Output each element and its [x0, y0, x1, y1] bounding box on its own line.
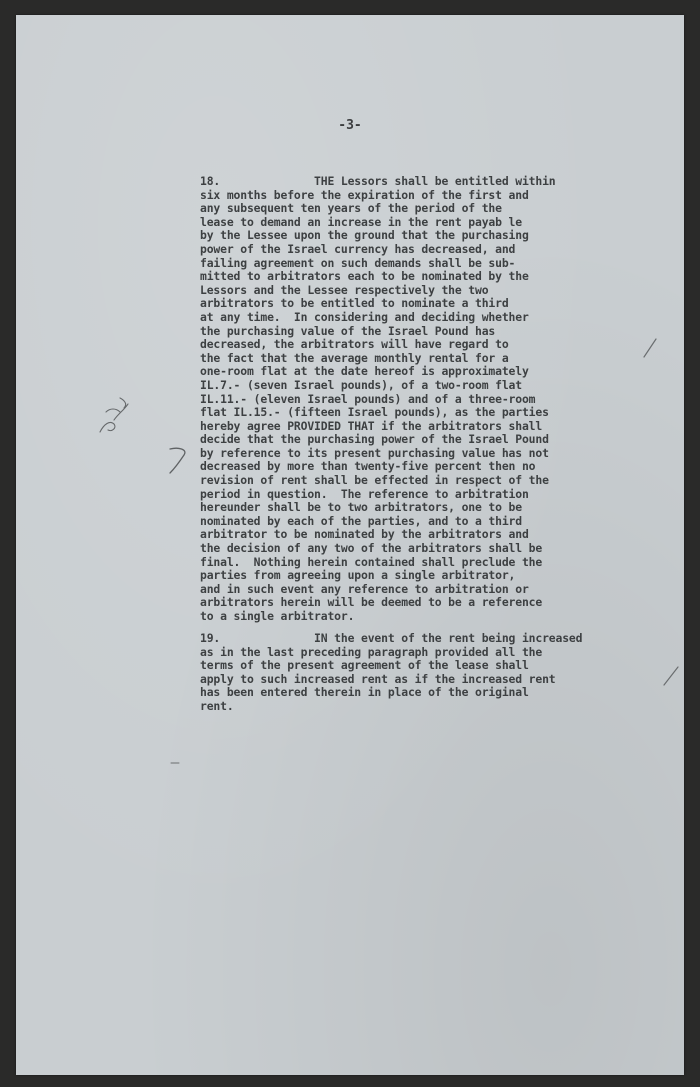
clause-line: six months before the expiration of the first and — [200, 187, 529, 202]
clause-line: final. Nothing herein contained shall preclude the — [200, 554, 543, 569]
clause-line: one-room flat at the date hereof is approximately — [200, 364, 529, 379]
paper-sheet — [16, 15, 684, 1075]
clause-line: decreased by more than twenty-five percent then no — [200, 459, 536, 474]
clause-line: nominated by each of the parties, and to a third — [200, 513, 522, 528]
clause-number: 19. — [200, 631, 221, 645]
clause-18 — [200, 175, 630, 624]
clause-line: power of the Israel currency has decreased, and — [200, 241, 516, 256]
clause-line: the purchasing value of the Israel Pound has — [200, 323, 496, 338]
clause-line: 19. IN the event of the rent being increased — [200, 631, 583, 645]
clause-line: Lessors and the Lessee respectively the two — [200, 282, 489, 297]
clause-line: apply to such increased rent as if the increased rent — [200, 671, 556, 686]
clause-line: to a single arbitrator. — [200, 609, 355, 623]
clause-line: revision of rent shall be effected in respect of the — [200, 473, 549, 488]
clause-19 — [200, 632, 630, 714]
pencil-dash-mark — [170, 761, 180, 765]
clause-line: arbitrators herein will be deemed to be a reference — [200, 595, 543, 610]
clause-line: parties from agreeing upon a single arbitrator, — [200, 568, 516, 583]
handwritten-margin-note — [94, 390, 138, 440]
clause-line: the decision of any two of the arbitrators shall be — [200, 541, 543, 556]
clause-number: 18. — [200, 174, 221, 188]
clause-line: by the Lessee upon the ground that the purchasing — [200, 228, 529, 243]
clause-line: at any time. In considering and deciding whether — [200, 309, 529, 324]
clause-line: decreased, the arbitrators will have regard to — [200, 337, 509, 352]
clause-line: rent. — [200, 698, 234, 713]
pencil-check-mark — [164, 443, 194, 477]
clause-line: any subsequent ten years of the period of the — [200, 201, 502, 216]
clause-line: period in question. The reference to arbitration — [200, 486, 529, 501]
clause-line: hereunder shall be to two arbitrators, one to be — [200, 500, 522, 515]
clause-line: mitted to arbitrators each to be nominated by the — [200, 269, 529, 284]
clause-line: arbitrators to be entitled to nominate a third — [200, 296, 509, 311]
clause-line: lease to demand an increase in the rent payab le — [200, 214, 522, 229]
pencil-tick-mark — [640, 333, 660, 361]
clause-line: by reference to its present purchasing value has not — [200, 445, 549, 460]
page-number: -3- — [338, 118, 362, 133]
clause-line: arbitrator to be nominated by the arbitrators and — [200, 527, 529, 542]
clause-line: failing agreement on such demands shall be sub- — [200, 255, 516, 270]
clause-line: IL.7.- (seven Israel pounds), of a two-room flat — [200, 377, 522, 392]
clause-line: the fact that the average monthly rental for a — [200, 350, 509, 365]
clause-line: IL.11.- (eleven Israel pounds) and of a three-room — [200, 391, 536, 406]
clause-line: terms of the present agreement of the lease shall — [200, 658, 529, 673]
clause-line: hereby agree PROVIDED THAT if the arbitrators shall — [200, 418, 543, 433]
clause-line: decide that the purchasing power of the Israel Pound — [200, 432, 549, 447]
pencil-tick-mark — [660, 661, 682, 689]
clause-line: 18. THE Lessors shall be entitled within — [200, 174, 556, 188]
clause-line: as in the last preceding paragraph provided all the — [200, 644, 543, 659]
clause-line: and in such event any reference to arbitration or — [200, 581, 529, 596]
clause-line: has been entered therein in place of the original — [200, 685, 529, 700]
clause-line: flat IL.15.- (fifteen Israel pounds), as the parties — [200, 405, 549, 420]
